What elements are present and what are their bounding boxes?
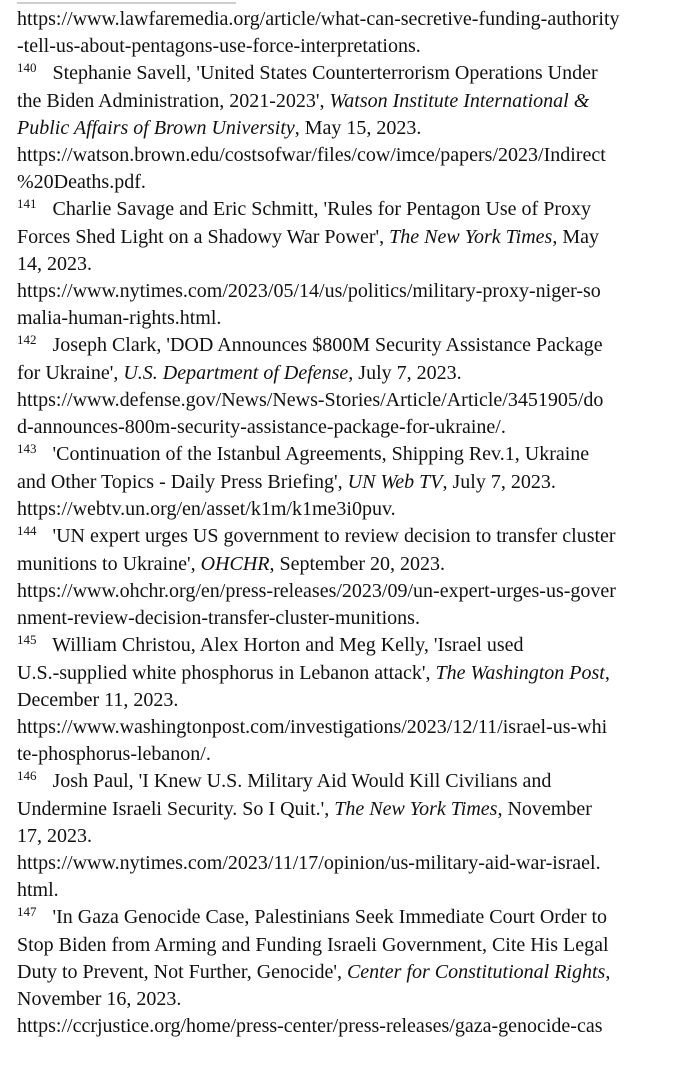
text-line [17, 877, 684, 904]
citation-text: and Other Topics - Daily Press Briefing', [17, 471, 348, 493]
footnote-number: 141 [17, 196, 37, 211]
citation-text: December 11, 2023. [17, 689, 179, 711]
footnotes-text [17, 6, 684, 1040]
url-text[interactable]: https://ccrjustice.org/home/press-center/press-releases/gaza-genocide-cas [17, 1015, 603, 1037]
footnote-number: 143 [17, 441, 37, 456]
text-line [17, 523, 684, 551]
text-line [17, 986, 684, 1013]
source-name-italic: Watson Institute International & [329, 90, 590, 112]
text-line [17, 932, 684, 959]
text-line [17, 823, 684, 850]
text-line [17, 169, 684, 196]
source-name-italic: Public Affairs of Brown University [17, 117, 295, 139]
text-line [17, 551, 684, 578]
citation-text: Joseph Clark, 'DOD Announces $800M Security Assistance Package [42, 334, 603, 356]
text-line [17, 632, 684, 660]
text-line [17, 850, 684, 877]
footnote-number: 145 [17, 632, 37, 647]
text-line [17, 768, 684, 796]
text-line [17, 6, 684, 33]
text-line [17, 904, 684, 932]
footnote-number: 146 [17, 768, 37, 783]
footnote-number: 147 [17, 904, 37, 919]
citation-text: November 16, 2023. [17, 988, 182, 1010]
citation-text: Stop Biden from Arming and Funding Israeli Government, Cite His Legal [17, 934, 609, 956]
source-name-italic: The Washington Post [435, 662, 605, 684]
citation-text: , [605, 961, 611, 983]
text-line [17, 796, 684, 823]
citation-text: , November [497, 798, 592, 820]
citation-text: , September 20, 2023. [269, 553, 446, 575]
text-line [17, 88, 684, 115]
source-name-italic: U.S. Department of Defense, [123, 362, 354, 384]
text-line [17, 115, 684, 142]
url-text[interactable]: https://www.defense.gov/News/News-Stories/Article/Article/3451905/do [17, 389, 604, 411]
text-line [17, 741, 684, 768]
text-line [17, 142, 684, 169]
text-line [17, 278, 684, 305]
source-name-italic: UN Web TV [347, 471, 443, 493]
citation-text: 'In Gaza Genocide Case, Palestinians Seek Immediate Court Order to [42, 906, 608, 928]
citation-text: munitions to Ukraine', [17, 553, 201, 575]
url-text[interactable]: d-announces-800m-security-assistance-package-for-ukraine/. [17, 416, 506, 438]
source-name-italic: OHCHR [200, 553, 270, 575]
citation-text: 'UN expert urges US government to review decision to transfer cluster [42, 525, 616, 547]
citation-text: the Biden Administration, 2021-2023', [17, 90, 330, 112]
citation-text: Duty to Prevent, Not Further, Genocide', [17, 961, 347, 983]
footnote-number: 142 [17, 332, 37, 347]
url-text[interactable]: https://www.ohchr.org/en/press-releases/2023/09/un-expert-urges-us-gover [17, 580, 616, 602]
text-line [17, 687, 684, 714]
citation-text: 14, 2023. [17, 253, 92, 275]
citation-text: July 7, 2023. [353, 362, 462, 384]
citation-text: for Ukraine', [17, 362, 124, 384]
url-text[interactable]: -tell-us-about-pentagons-use-force-interpretations. [17, 35, 421, 57]
text-line [17, 660, 684, 687]
url-text[interactable]: https://www.lawfaremedia.org/article/what-can-secretive-funding-authority [17, 8, 620, 30]
citation-text: , May 15, 2023. [294, 117, 422, 139]
text-line [17, 60, 684, 88]
citation-text: , July 7, 2023. [442, 471, 556, 493]
url-text[interactable]: https://www.nytimes.com/2023/11/17/opinion/us-military-aid-war-israel. [17, 852, 601, 874]
text-line [17, 251, 684, 278]
source-name-italic: Center for Constitutional Rights [346, 961, 606, 983]
text-line [17, 196, 684, 224]
text-line [17, 387, 684, 414]
text-line [17, 441, 684, 469]
text-line [17, 360, 684, 387]
url-text[interactable]: malia-human-rights.html. [17, 307, 222, 329]
url-text[interactable]: nment-review-decision-transfer-cluster-munitions. [17, 607, 420, 629]
citation-text: , [604, 662, 610, 684]
source-name-italic: The New York Times [389, 226, 553, 248]
text-line [17, 605, 684, 632]
text-line [17, 224, 684, 251]
footnote-number: 140 [17, 60, 37, 75]
url-text[interactable]: https://www.washingtonpost.com/investigations/2023/12/11/israel-us-whi [17, 716, 608, 738]
citation-text: Josh Paul, 'I Knew U.S. Military Aid Would Kill Civilians and [42, 770, 552, 792]
url-text[interactable]: https://www.nytimes.com/2023/05/14/us/politics/military-proxy-niger-so [17, 280, 601, 302]
citation-text: 17, 2023. [17, 825, 92, 847]
url-text[interactable]: te-phosphorus-lebanon/. [17, 743, 211, 765]
citation-text: U.S.-supplied white phosphorus in Lebanon attack', [17, 662, 436, 684]
text-line [17, 1013, 684, 1040]
citation-text: Forces Shed Light on a Shadowy War Power', [17, 226, 390, 248]
footnote-number: 144 [17, 523, 37, 538]
text-line [17, 496, 684, 523]
source-name-italic: The New York Times [334, 798, 498, 820]
text-line [17, 305, 684, 332]
url-text[interactable]: https://watson.brown.edu/costsofwar/files/cow/imce/papers/2023/Indirect [17, 144, 606, 166]
footnote-separator-rule [17, 2, 236, 4]
text-line [17, 414, 684, 441]
citation-text: Stephanie Savell, 'United States Counterterrorism Operations Under [42, 62, 598, 84]
text-line [17, 714, 684, 741]
citation-text: 'Continuation of the Istanbul Agreements, Shipping Rev.1, Ukraine [42, 443, 590, 465]
text-line [17, 33, 684, 60]
url-text[interactable]: %20Deaths.pdf. [17, 171, 146, 193]
text-line [17, 959, 684, 986]
url-text[interactable]: html. [17, 879, 59, 901]
url-text[interactable]: https://webtv.un.org/en/asset/k1m/k1me3i0puv. [17, 498, 396, 520]
citation-text: Charlie Savage and Eric Schmitt, 'Rules for Pentagon Use of Proxy [42, 198, 591, 220]
text-line [17, 578, 684, 605]
text-line [17, 469, 684, 496]
citation-text: William Christou, Alex Horton and Meg Kelly, 'Israel used [42, 634, 524, 656]
citation-text: Undermine Israeli Security. So I Quit.', [17, 798, 335, 820]
citation-text: , May [552, 226, 599, 248]
text-line [17, 332, 684, 360]
